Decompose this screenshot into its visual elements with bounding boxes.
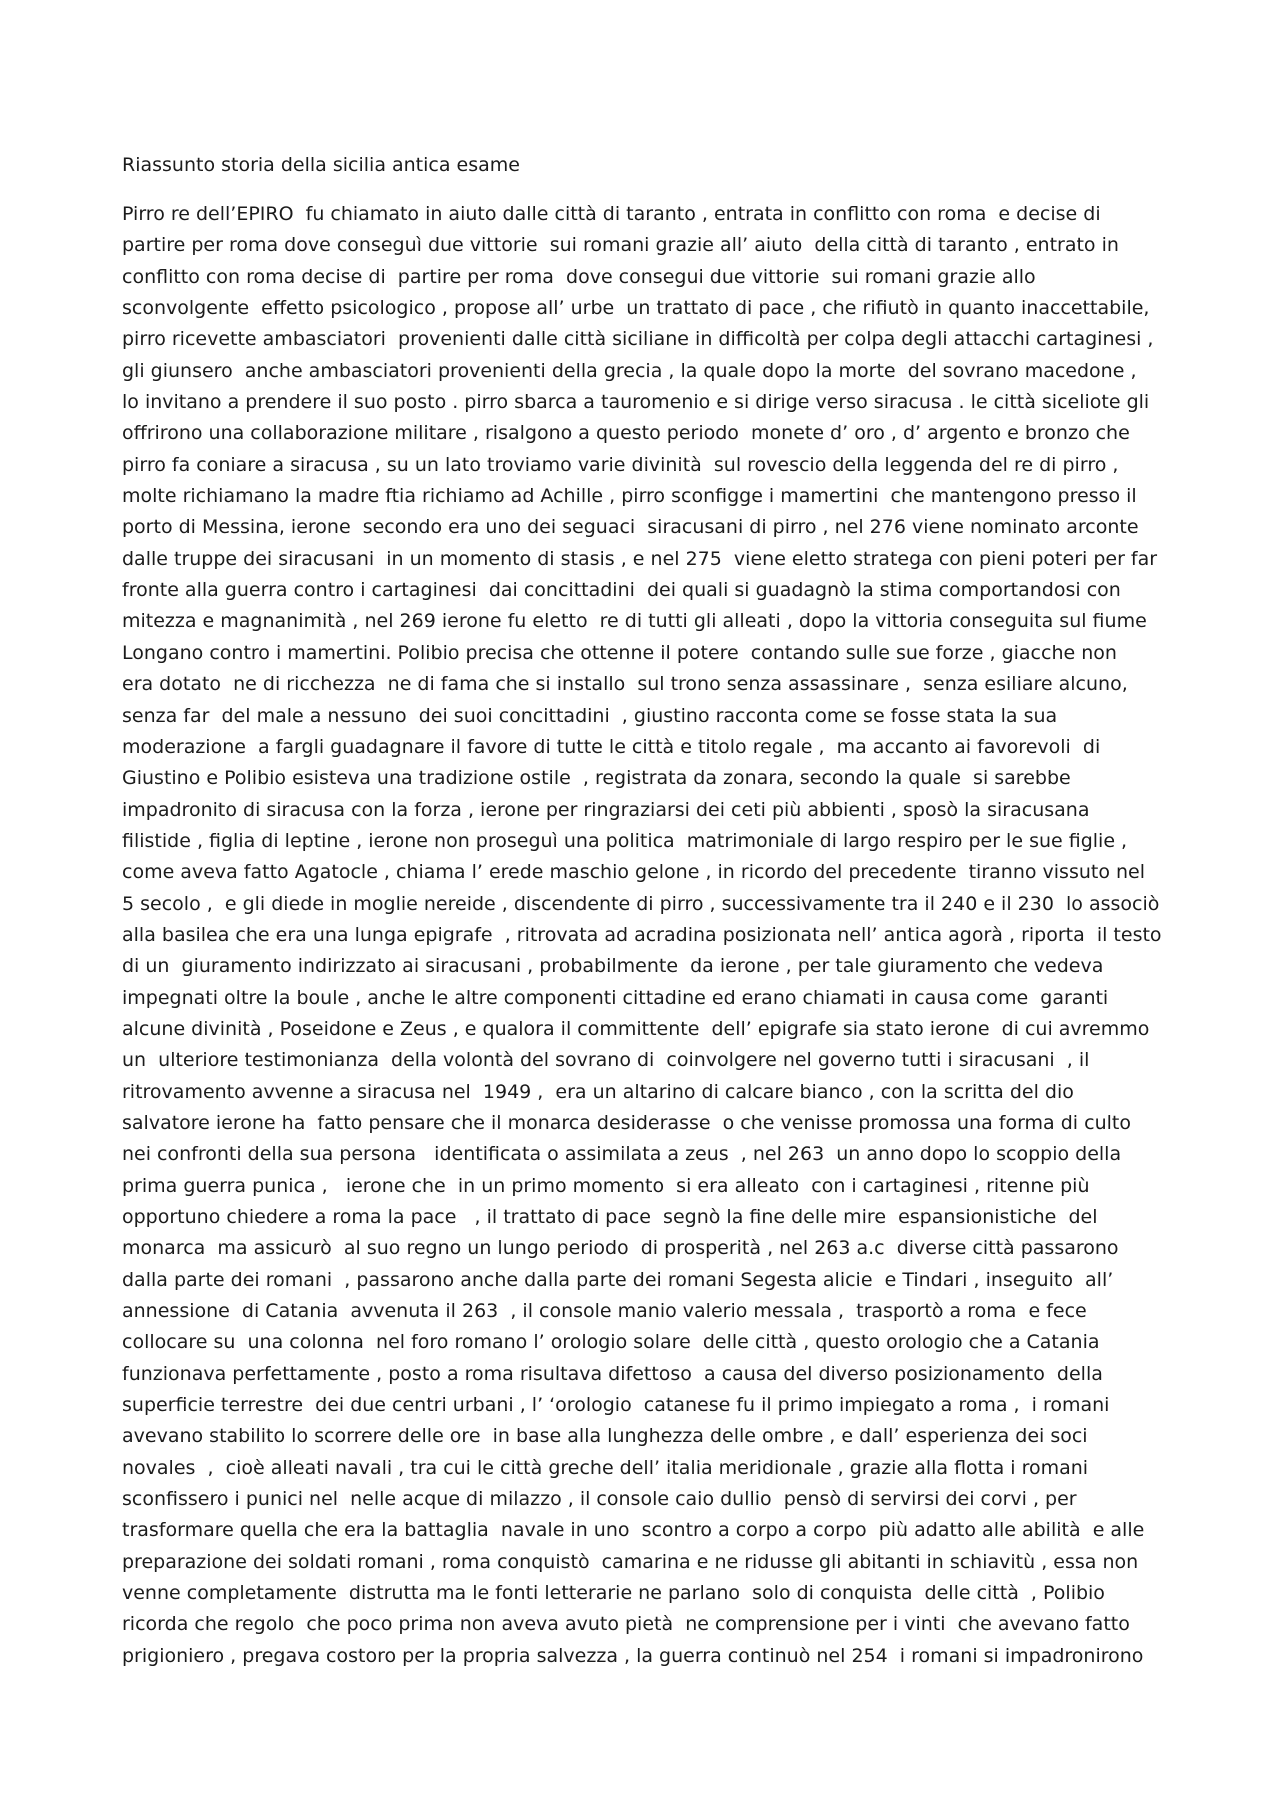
text-line: annessione di Catania avvenuta il 263 , il console manio valerio messala , trasportò a roma e fece — [122, 1300, 1087, 1323]
text-line: pirro fa coniare a siracusa , su un lato troviamo varie divinità sul rovescio della leggenda del re di pirro , — [122, 453, 1119, 476]
text-line: ricorda che regolo che poco prima non aveva avuto pietà ne comprensione per i vinti che avevano fatto — [122, 1613, 1130, 1636]
text-line: Longano contro i mamertini. Polibio precisa che ottenne il potere contando sulle sue forze , giacche non — [122, 641, 1117, 664]
text-line: novales , cioè alleati navali , tra cui le città greche dell’ italia meridionale , grazie alla flotta i romani — [122, 1456, 1089, 1479]
text-line: prigioniero , pregava costoro per la propria salvezza , la guerra continuò nel 254 i romani si impadronirono — [122, 1644, 1144, 1667]
text-line: trasformare quella che era la battaglia navale in uno scontro a corpo a corpo più adatto alle abilità e alle — [122, 1519, 1145, 1542]
text-line: offrirono una collaborazione militare , risalgono a questo periodo monete d’ oro , d’ argento e bronzo che — [122, 422, 1130, 445]
text-line: gli giunsero anche ambasciatori provenienti della grecia , la quale dopo la morte del sovrano macedone , — [122, 359, 1137, 382]
text-line: opportuno chiedere a roma la pace , il trattato di pace segnò la fine delle mire espansionistiche del — [122, 1206, 1098, 1228]
text-line: porto di Messina, ierone secondo era uno dei seguaci siracusani di pirro , nel 276 viene nominato arconte — [122, 516, 1139, 539]
text-line: venne completamente distrutta ma le fonti letterarie ne parlano solo di conquista delle città , Polibio — [122, 1582, 1105, 1605]
text-line: impegnati oltre la boule , anche le altre componenti cittadine ed erano chiamati in causa come garanti — [122, 986, 1109, 1009]
text-line: funzionava perfettamente , posto a roma risultava difettoso a causa del diverso posizionamento della — [122, 1362, 1103, 1385]
text-line: 5 secolo , e gli diede in moglie nereide , discendente di pirro , successivamente tra il 240 e il 230 lo associò — [122, 892, 1160, 915]
text-line: senza far del male a nessuno dei suoi concittadini , giustino racconta come se fosse stata la sua — [122, 704, 1058, 727]
text-line: come aveva fatto Agatocle , chiama l’ erede maschio gelone , in ricordo del precedente tiranno vissuto nel — [122, 861, 1146, 884]
text-line: partire per roma dove conseguì due vittorie sui romani grazie all’ aiuto della città di taranto , entrato in — [122, 234, 1119, 257]
document-title: Riassunto storia della sicilia antica esame — [122, 154, 520, 176]
text-line: dalle truppe dei siracusani in un momento di stasis , e nel 275 viene eletto stratega con pieni poteri per far — [122, 547, 1158, 570]
text-line: salvatore ierone ha fatto pensare che il monarca desiderasse o che venisse promossa una forma di culto — [122, 1111, 1131, 1134]
text-line: Giustino e Polibio esisteva una tradizione ostile , registrata da zonara, secondo la quale si sarebbe — [122, 767, 1071, 790]
text-line: era dotato ne di ricchezza ne di fama che si installo sul trono senza assassinare , senza esiliare alcuno, — [122, 673, 1128, 696]
text-line: conflitto con roma decise di partire per roma dove consegui due vittorie sui romani grazie allo — [122, 265, 1036, 288]
text-line: fronte alla guerra contro i cartaginesi dai concittadini dei quali si guadagnò la stima comportandosi con — [122, 579, 1121, 602]
text-line: molte richiamano la madre ftia richiamo ad Achille , pirro sconfigge i mamertini che mantengono presso il — [122, 485, 1137, 508]
text-line: prima guerra punica , ierone che in un primo momento si era alleato con i cartaginesi , ritenne più — [122, 1174, 1090, 1197]
text-line: Pirro re dell’EPIRO fu chiamato in aiuto dalle città di taranto , entrata in conflitto con roma e decise di — [122, 203, 1101, 225]
text-line: alla basilea che era una lunga epigrafe , ritrovata ad acradina posizionata nell’ antica agorà , riporta il testo — [122, 923, 1162, 946]
text-line: collocare su una colonna nel foro romano l’ orologio solare delle città , questo orologio che a Catania — [122, 1331, 1100, 1354]
text-line: superficie terrestre dei due centri urbani , l’ ‘orologio catanese fu il primo impiegato a roma , i romani — [122, 1394, 1110, 1417]
text-line: impadronito di siracusa con la forza , ierone per ringraziarsi dei ceti più abbienti , sposò la siracusana — [122, 798, 1090, 821]
text-line: ritrovamento avvenne a siracusa nel 1949 , era un altarino di calcare bianco , con la scritta del dio — [122, 1080, 1074, 1103]
text-line: dalla parte dei romani , passarono anche dalla parte dei romani Segesta alicie e Tindari , inseguito all’ — [122, 1268, 1114, 1291]
text-line: preparazione dei soldati romani , roma conquistò camarina e ne ridusse gli abitanti in schiavitù , essa non — [122, 1550, 1139, 1573]
document-body — [122, 199, 1272, 1672]
text-line: pirro ricevette ambasciatori provenienti dalle città siciliane in difficoltà per colpa degli attacchi cartaginesi , — [122, 328, 1154, 351]
text-line: sconvolgente effetto psicologico , propose all’ urbe un trattato di pace , che rifiutò in quanto inaccettabile, — [122, 297, 1150, 320]
text-line: nei confronti della sua persona identificata o assimilata a zeus , nel 263 un anno dopo lo scoppio della — [122, 1143, 1122, 1166]
text-line: un ulteriore testimonianza della volontà del sovrano di coinvolgere nel governo tutti i siracusani , il — [122, 1049, 1090, 1072]
text-line: alcune divinità , Poseidone e Zeus , e qualora il committente dell’ epigrafe sia stato ierone di cui avremmo — [122, 1017, 1150, 1040]
text-line: filistide , figlia di leptine , ierone non proseguì una politica matrimoniale di largo respiro per le sue figlie , — [122, 829, 1128, 852]
text-line: di un giuramento indirizzato ai siracusani , probabilmente da ierone , per tale giuramento che vedeva — [122, 955, 1104, 978]
text-line: sconfissero i punici nel nelle acque di milazzo , il console caio dullio pensò di servirsi dei corvi , per — [122, 1488, 1077, 1511]
text-line: monarca ma assicurò al suo regno un lungo periodo di prosperità , nel 263 a.c diverse città passarono — [122, 1237, 1119, 1260]
text-line: moderazione a fargli guadagnare il favore di tutte le città e titolo regale , ma accanto ai favorevoli di — [122, 735, 1101, 758]
text-line: avevano stabilito lo scorrere delle ore in base alla lunghezza delle ombre , e dall’ esperienza dei soci — [122, 1425, 1088, 1448]
text-line: mitezza e magnanimità , nel 269 ierone fu eletto re di tutti gli alleati , dopo la vittoria conseguita sul fiume — [122, 610, 1147, 633]
text-line: lo invitano a prendere il suo posto . pirro sbarca a tauromenio e si dirige verso siracusa . le città siceliote gli — [122, 391, 1150, 414]
